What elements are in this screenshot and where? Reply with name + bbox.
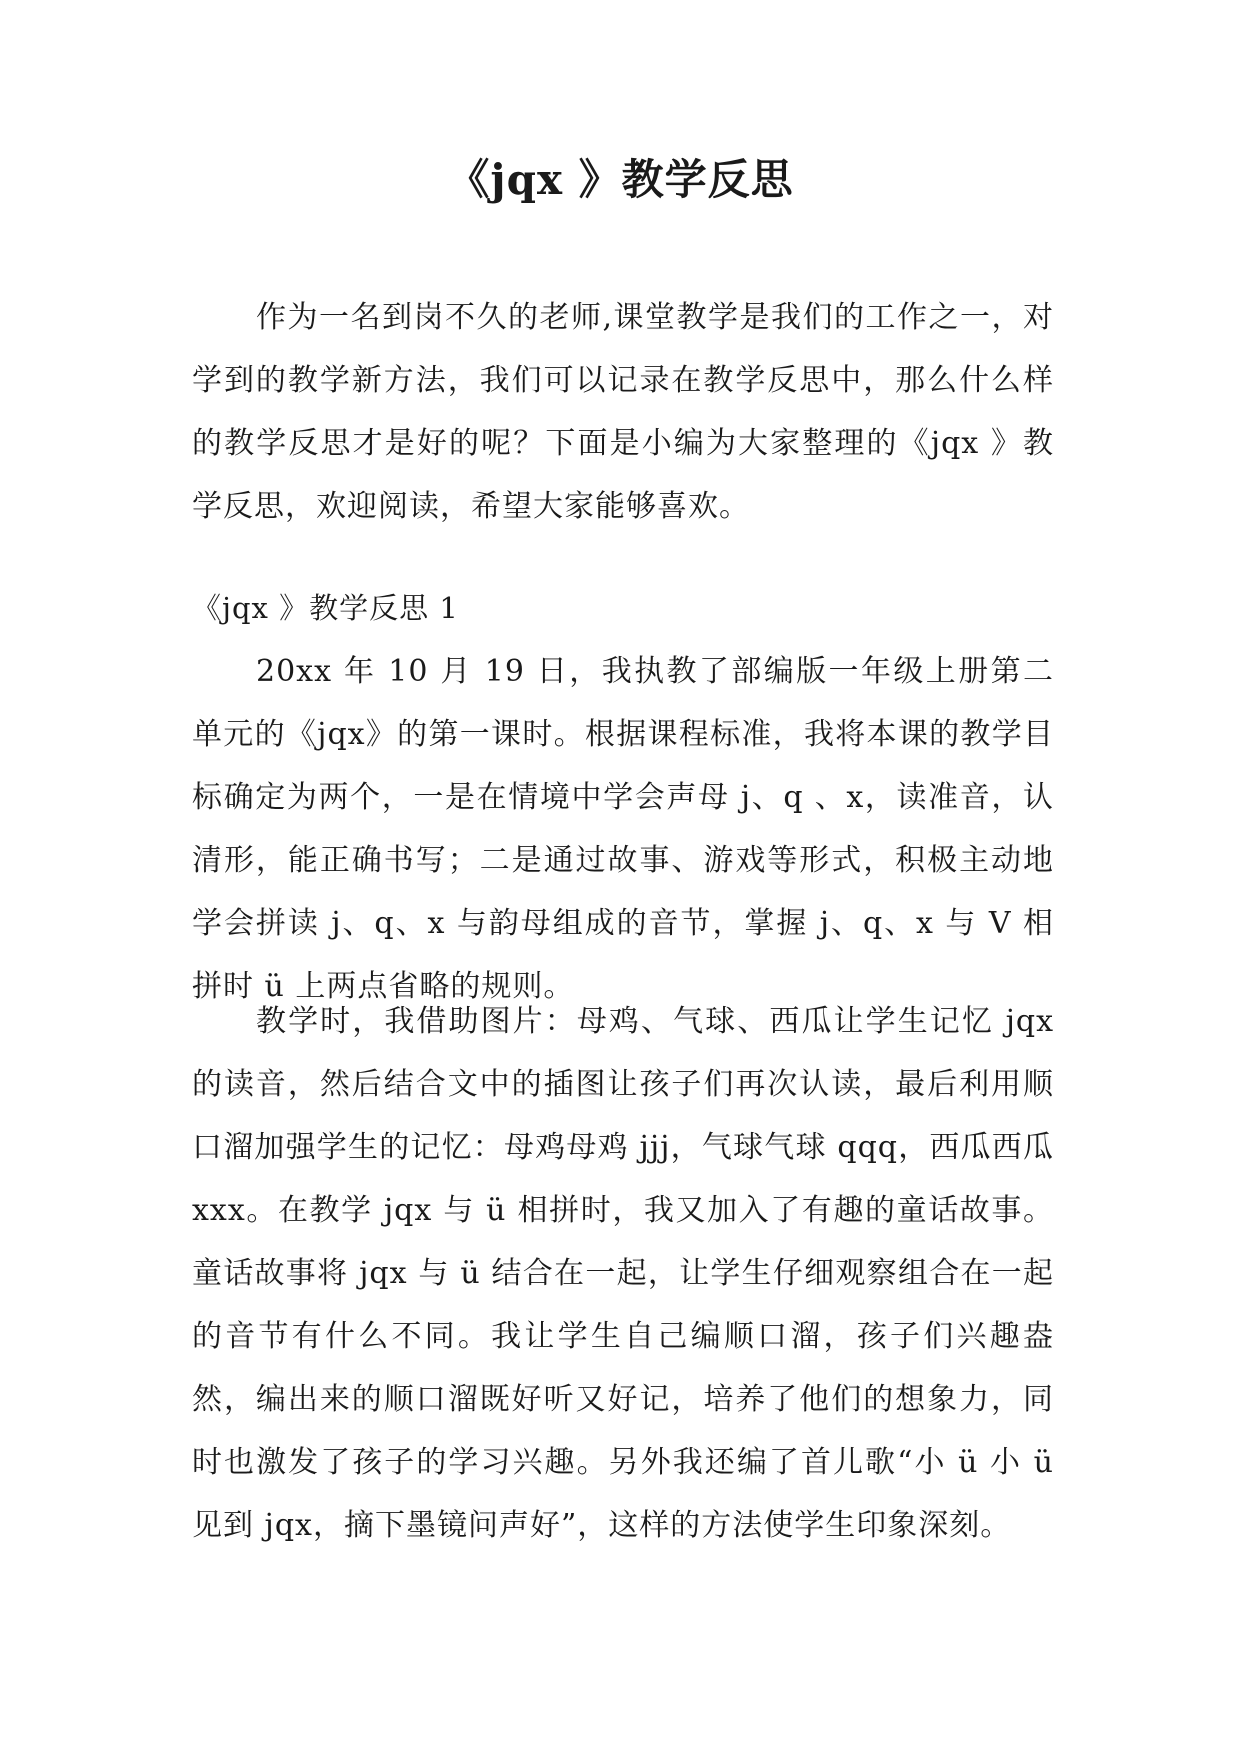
body-paragraph-2: 教学时，我借助图片：母鸡、气球、西瓜让学生记忆 jqx 的读音，然后结合文中的插图让孩子们再次认读，最后利用顺口溜加强学生的记忆：母鸡母鸡 jjj，气球气球 qqq，西瓜西瓜 xxx。在教学 jqx 与 ü 相拼时，我又加入了有趣的童话故事。童话故事将 jqx 与 ü 结合在一起，让学生仔细观察组合在一起的音节有什么不同。我让学生自己编顺口溜，孩子们兴趣盎然，编出来的顺口溜既好听又好记，培养了他们的想象力，同时也激发了孩子的学习兴趣。另外我还编了首儿歌“小 ü 小 ü 见到 jqx，摘下墨镜问声好”，这样的方法使学生印象深刻。 — [192, 1004, 1054, 1543]
document-title: 《jqx 》教学反思 — [447, 155, 794, 204]
intro-paragraph: 作为一名到岗不久的老师,课堂教学是我们的工作之一，对学到的教学新方法，我们可以记录在教学反思中，那么什么样的教学反思才是好的呢？下面是小编为大家整理的《jqx 》教学反思，欢迎阅读，希望大家能够喜欢。 — [192, 300, 1054, 524]
body-paragraph-1: 20xx 年 10 月 19 日，我执教了部编版一年级上册第二单元的《jqx》的第一课时。根据课程标准，我将本课的教学目标确定为两个，一是在情境中学会声母 j、q 、x，读准音，认清形，能正确书写；二是通过故事、游戏等形式，积极主动地学会拼读 j、q、x 与韵母组成的音节，掌握 j、q、x 与 V 相拼时 ü 上两点省略的规则。 — [192, 654, 1054, 1004]
section-heading: 《jqx 》教学反思 1 — [192, 591, 459, 625]
